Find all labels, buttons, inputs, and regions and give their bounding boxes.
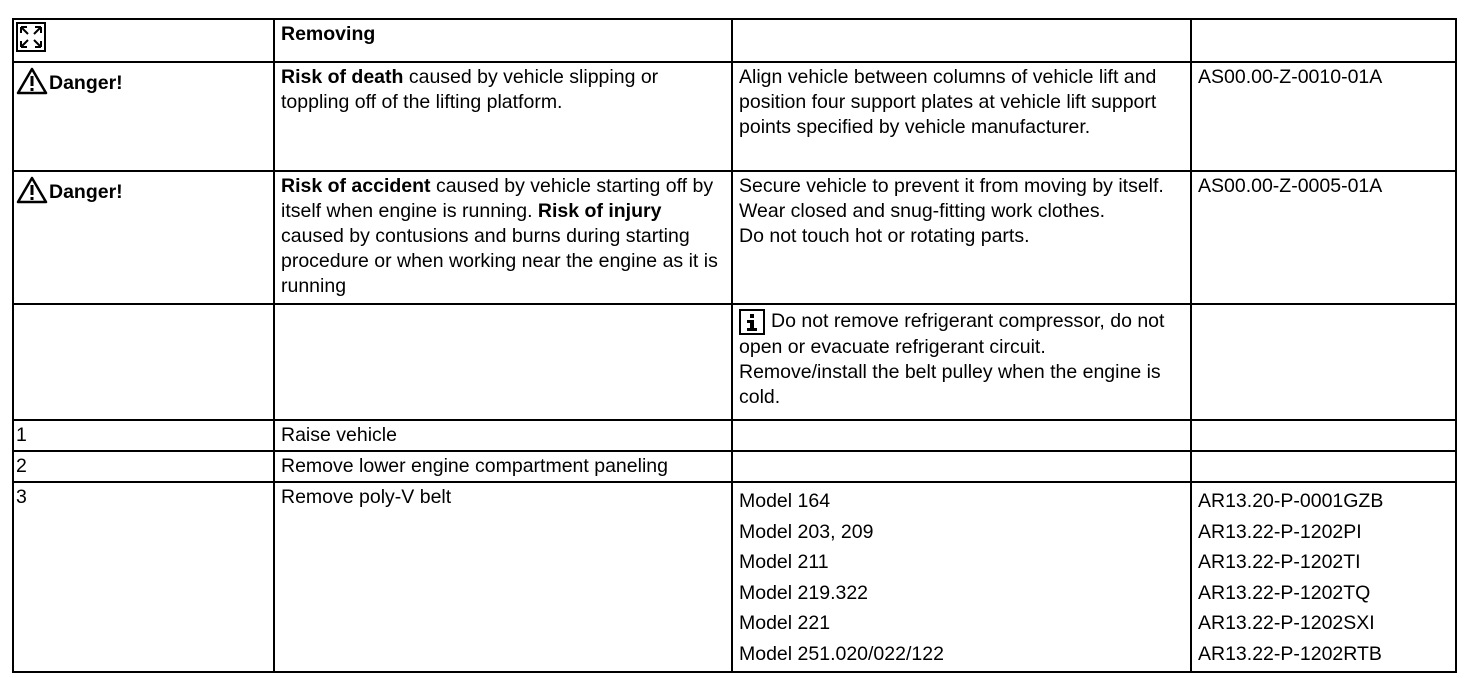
risk-text: caused by vehicle starting off by itself when engine is running. bbox=[281, 175, 714, 222]
step-text: Remove poly-V belt bbox=[274, 482, 732, 672]
header-icon-cell bbox=[13, 19, 274, 62]
step-text: Remove lower engine compartment paneling bbox=[274, 451, 732, 482]
step-empty-cell bbox=[1191, 451, 1456, 482]
warning-triangle-icon bbox=[16, 67, 48, 95]
measure-cell: Align vehicle between columns of vehicle lift and position four support plates at vehicle lift support points specified by vehicle manufacturer. bbox=[732, 62, 1191, 171]
doc-link[interactable]: AR13.22-P-1202SXI bbox=[1198, 612, 1375, 634]
risk-text: caused by vehicle slipping or toppling off of the lifting platform. bbox=[281, 66, 659, 113]
model-item: Model 164 bbox=[739, 490, 831, 512]
step-empty-cell bbox=[1191, 420, 1456, 451]
procedure-table bbox=[12, 18, 1457, 673]
doc-link[interactable]: AR13.22-P-1202PI bbox=[1198, 520, 1362, 543]
expand-icon[interactable] bbox=[16, 22, 46, 52]
risk-heading: Risk of death bbox=[281, 66, 404, 88]
step-empty-cell bbox=[732, 420, 1191, 451]
header-empty-cell bbox=[1191, 19, 1456, 62]
info-icon bbox=[739, 309, 765, 335]
measure-cell bbox=[732, 171, 1191, 304]
section-title: Removing bbox=[274, 19, 732, 62]
header-row bbox=[13, 19, 1456, 62]
doc-link[interactable]: AR13.22-P-1202TI bbox=[1198, 551, 1361, 573]
note-row bbox=[13, 304, 1456, 420]
danger-label-cell bbox=[13, 171, 274, 304]
doc-link[interactable]: AR13.20-P-0001GZB bbox=[1198, 490, 1384, 512]
doc-link[interactable]: AS00.00-Z-0010-01A bbox=[1191, 62, 1456, 171]
danger-row bbox=[13, 171, 1456, 304]
doc-link[interactable]: AR13.22-P-1202RTB bbox=[1198, 642, 1382, 665]
model-item: Model 203, 209 bbox=[739, 520, 874, 543]
model-item: Model 221 bbox=[739, 612, 831, 634]
danger-row bbox=[13, 62, 1456, 171]
note-text: Do not remove refrigerant compressor, do not open or evacuate refrigerant circuit. bbox=[739, 310, 1165, 358]
note-text: Remove/install the belt pulley when the engine is cold. bbox=[739, 361, 1161, 408]
model-item: Model 211 bbox=[739, 551, 829, 573]
danger-label: Danger! bbox=[49, 181, 123, 203]
step-row bbox=[13, 482, 1456, 672]
step-row bbox=[13, 420, 1456, 451]
danger-label-cell bbox=[13, 62, 274, 171]
step-text: Raise vehicle bbox=[274, 420, 732, 451]
risk-cell bbox=[274, 62, 732, 171]
model-item: Model 219.322 bbox=[739, 581, 869, 604]
warning-triangle-icon bbox=[16, 176, 48, 204]
risk-heading: Risk of injury bbox=[537, 200, 662, 222]
model-item: Model 251.020/022/122 bbox=[739, 642, 944, 665]
step-number: 3 bbox=[13, 482, 274, 672]
note-empty-cell bbox=[274, 304, 732, 420]
header-empty-cell bbox=[732, 19, 1191, 62]
note-cell bbox=[732, 304, 1191, 420]
note-empty-cell bbox=[13, 304, 274, 420]
step-number: 1 bbox=[13, 420, 274, 451]
step-row bbox=[13, 451, 1456, 482]
note-empty-cell bbox=[1191, 304, 1456, 420]
risk-text: caused by contusions and burns during starting procedure or when working near the engine as it is running bbox=[281, 225, 718, 297]
step-empty-cell bbox=[732, 451, 1191, 482]
measure-line: Do not touch hot or rotating parts. bbox=[739, 225, 1030, 247]
model-doc-list bbox=[1191, 482, 1456, 672]
risk-heading: Risk of accident bbox=[281, 175, 431, 197]
risk-cell bbox=[274, 171, 732, 304]
measure-line: Wear closed and snug-fitting work clothes. bbox=[739, 200, 1105, 222]
danger-label: Danger! bbox=[49, 72, 123, 94]
step-number: 2 bbox=[13, 451, 274, 482]
measure-line: Secure vehicle to prevent it from moving by itself. bbox=[739, 175, 1164, 197]
doc-link[interactable]: AR13.22-P-1202TQ bbox=[1198, 581, 1371, 604]
doc-link[interactable]: AS00.00-Z-0005-01A bbox=[1191, 171, 1456, 304]
model-list bbox=[732, 482, 1191, 672]
